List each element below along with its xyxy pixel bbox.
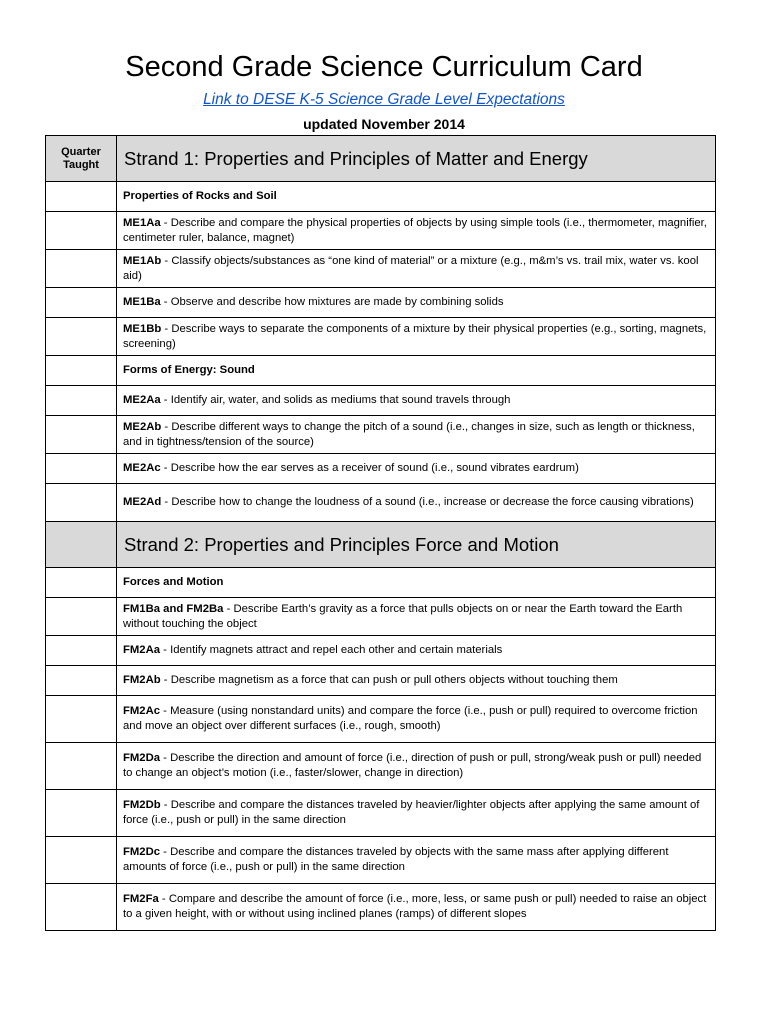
expectation-code: FM2Ac [123,705,161,717]
dese-expectations-link[interactable]: Link to DESE K-5 Science Grade Level Expectations [203,91,565,108]
expectation-row [46,250,716,288]
expectation-text [117,837,716,884]
strand-header-row [46,522,716,568]
expectation-code: ME2Ac [123,462,161,474]
expectation-description: - Describe the direction and amount of force (i.e., direction of push or pull, strong/weak push or pull) needed to change an object’s motion (i.e., faster/slower, change in direction) [123,752,702,779]
quarter-cell[interactable] [46,356,117,386]
expectation-text [117,416,716,454]
strand-header-row [46,136,716,182]
expectation-description: - Describe how the ear serves as a receiver of sound (i.e., sound vibrates eardrum) [160,462,579,474]
expectation-description: - Observe and describe how mixtures are made by combining solids [160,296,504,308]
subsection-title: Forces and Motion [117,568,716,598]
expectation-code: ME1Aa [123,216,161,229]
strand-title: Strand 1: Properties and Principles of Matter and Energy [117,136,716,182]
expectation-description: - Describe and compare the distances traveled by heavier/lighter objects after applying the same amount of force (i.e., push or pull) in the same direction [123,799,700,826]
expectation-row [46,790,716,837]
expectation-code: ME2Ab [123,420,162,433]
expectation-description: - Compare and describe the amount of force (i.e., more, less, or same push or pull) needed to raise an object to a given height, with or without using inclined planes (ramps) of different slopes [123,893,707,920]
strand-title: Strand 2: Properties and Principles Force and Motion [117,522,716,568]
quarter-cell[interactable] [46,386,117,416]
quarter-cell[interactable] [46,416,117,454]
expectation-row [46,318,716,356]
expectation-text [117,484,716,522]
quarter-cell[interactable] [46,454,117,484]
expectation-text [117,318,716,356]
expectation-text [117,696,716,743]
quarter-taught-header: Quarter Taught [46,136,117,182]
quarter-cell [46,522,117,568]
quarter-cell[interactable] [46,790,117,837]
expectation-description: - Describe Earth’s gravity as a force that pulls objects on or near the Earth toward the Earth without touching the object [123,602,683,630]
expectation-row [46,212,716,250]
quarter-cell[interactable] [46,568,117,598]
expectation-row [46,837,716,884]
expectation-row [46,666,716,696]
quarter-cell[interactable] [46,250,117,288]
quarter-cell[interactable] [46,696,117,743]
expectation-code: FM2Db [123,799,161,811]
expectation-text [117,386,716,416]
expectation-row [46,386,716,416]
expectation-description: - Measure (using nonstandard units) and compare the force (i.e., push or pull) required to overcome friction and move an object over different surfaces (i.e., rough, smooth) [123,705,698,732]
expectation-text [117,636,716,666]
expectation-row [46,416,716,454]
expectation-text [117,666,716,696]
expectation-code: ME1Bb [123,322,162,335]
expectation-description: - Describe magnetism as a force that can push or pull others objects without touching them [160,674,618,686]
page-title: Second Grade Science Curriculum Card [125,51,643,83]
expectation-description: - Describe and compare the physical properties of objects by using simple tools (i.e., thermometer, magnifier, centimeter ruler, balance, magnet) [123,216,707,244]
expectation-row [46,484,716,522]
subsection-title: Properties of Rocks and Soil [117,182,716,212]
quarter-cell[interactable] [46,636,117,666]
expectation-description: - Describe and compare the distances traveled by objects with the same mass after applying different amounts of force (i.e., push or pull) in the same direction [123,846,669,873]
subsection-title: Forms of Energy: Sound [117,356,716,386]
quarter-cell[interactable] [46,288,117,318]
expectation-text [117,598,716,636]
expectation-code: FM1Ba and FM2Ba [123,602,224,615]
quarter-cell[interactable] [46,484,117,522]
expectation-description: - Describe different ways to change the pitch of a sound (i.e., changes in size, such as length or thickness, and in tightness/tension of the source) [123,420,695,448]
expectation-code: ME2Ad [123,496,162,508]
expectation-row [46,884,716,931]
quarter-cell[interactable] [46,318,117,356]
expectation-code: FM2Da [123,752,161,764]
expectation-row [46,454,716,484]
expectation-code: ME1Ba [123,296,161,308]
expectation-description: - Identify air, water, and solids as mediums that sound travels through [160,394,511,406]
expectation-row [46,636,716,666]
expectation-row [46,288,716,318]
quarter-cell[interactable] [46,837,117,884]
expectation-code: FM2Aa [123,644,161,656]
expectation-code: ME1Ab [123,254,162,267]
expectation-code: FM2Dc [123,846,161,858]
expectation-text [117,288,716,318]
subsection-row [46,182,716,212]
updated-date: updated November 2014 [303,116,465,132]
quarter-cell[interactable] [46,884,117,931]
quarter-cell[interactable] [46,666,117,696]
expectation-description: - Describe ways to separate the components of a mixture by their physical properties (e.g., sorting, magnets, screening) [123,322,707,350]
quarter-cell[interactable] [46,182,117,212]
expectation-text [117,790,716,837]
expectation-code: FM2Ab [123,674,161,686]
expectation-row [46,696,716,743]
subsection-row [46,356,716,386]
expectation-text [117,212,716,250]
expectation-code: ME2Aa [123,394,161,406]
expectation-description: - Identify magnets attract and repel each other and certain materials [160,644,503,656]
expectation-text [117,743,716,790]
quarter-cell[interactable] [46,598,117,636]
expectation-row [46,598,716,636]
expectation-row [46,743,716,790]
quarter-cell[interactable] [46,212,117,250]
expectation-description: - Classify objects/substances as “one kind of material” or a mixture (e.g., m&m’s vs. trail mix, water vs. kool aid) [123,254,699,282]
expectation-text [117,454,716,484]
expectation-code: FM2Fa [123,893,159,905]
curriculum-table [45,135,716,931]
expectation-description: - Describe how to change the loudness of a sound (i.e., increase or decrease the force causing vibrations) [161,496,694,508]
quarter-cell[interactable] [46,743,117,790]
subsection-row [46,568,716,598]
expectation-text [117,884,716,931]
expectation-text [117,250,716,288]
